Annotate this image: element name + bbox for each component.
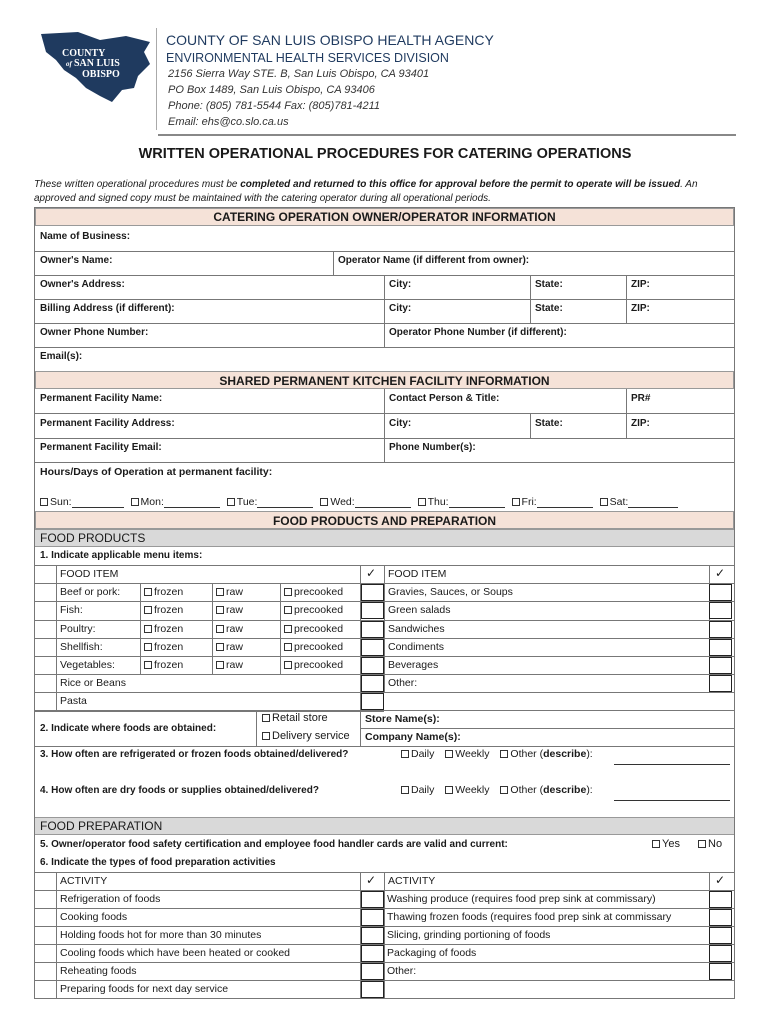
activity-checkbox[interactable] <box>361 891 384 908</box>
menu-item-checkbox-right[interactable] <box>709 639 732 656</box>
activity-checkbox-right[interactable] <box>709 963 732 980</box>
menu-item-checkbox[interactable] <box>361 602 384 619</box>
activity-name: Refrigeration of foods <box>60 893 161 905</box>
owner-state-label: State: <box>535 279 563 290</box>
activity-name: Cooling foods which have been heated or cooked <box>60 947 290 959</box>
facility-phones-label: Phone Number(s): <box>389 442 476 453</box>
raw-option[interactable]: raw <box>216 659 243 671</box>
billing-state-label: State: <box>535 303 563 314</box>
activity-name-right: Washing produce (requires food prep sink at commissary) <box>387 893 656 905</box>
logo-of: of <box>66 60 72 68</box>
menu-item-name: Vegetables: <box>60 659 115 671</box>
food-prep-heading: FOOD PREPARATION <box>40 819 163 833</box>
menu-item-name: Poultry: <box>60 622 96 635</box>
pobox-line: PO Box 1489, San Luis Obispo, CA 93406 <box>168 84 375 96</box>
frozen-option[interactable]: frozen <box>144 604 183 616</box>
delivery-service-option[interactable]: Delivery service <box>262 730 350 742</box>
frozen-option[interactable]: frozen <box>144 659 183 671</box>
q4-other[interactable]: Other (describe): <box>500 784 592 796</box>
menu-item-name-right: Green salads <box>388 604 451 617</box>
activity-name-right: Slicing, grinding portioning of foods <box>387 929 551 941</box>
activity-name: Cooking foods <box>60 911 128 923</box>
raw-option[interactable]: raw <box>216 604 243 616</box>
activity-check-header-right: ✓ <box>715 873 726 887</box>
q3-weekly[interactable]: Weekly <box>445 748 489 760</box>
menu-item-name: Rice or Beans <box>60 677 126 690</box>
precooked-option[interactable]: precooked <box>284 623 343 635</box>
phone-line: Phone: (805) 781-5544 Fax: (805)781-4211 <box>168 100 380 112</box>
checkbox-icon <box>284 588 292 596</box>
operator-name-label: Operator Name (if different from owner): <box>338 255 530 266</box>
checkbox-icon <box>284 625 292 633</box>
check-header-right: ✓ <box>715 566 726 580</box>
checkbox-icon <box>144 606 152 614</box>
store-names-label: Store Name(s): <box>365 713 440 725</box>
q4-frequency <box>401 784 593 796</box>
emails-label: Email(s): <box>40 351 83 362</box>
activity-checkbox-right[interactable] <box>709 909 732 926</box>
q3-other[interactable]: Other (describe): <box>500 748 592 760</box>
activity-checkbox-right[interactable] <box>709 945 732 962</box>
contact-label: Contact Person & Title: <box>389 393 500 404</box>
logo-line3: OBISPO <box>82 69 120 80</box>
activity-header-right: ACTIVITY <box>388 875 436 887</box>
menu-item-checkbox-right[interactable] <box>709 602 732 619</box>
q5-yes[interactable]: Yes <box>652 838 680 850</box>
facility-state-label: State: <box>535 418 563 429</box>
owner-address-label: Owner's Address: <box>40 279 125 290</box>
q5-no[interactable]: No <box>698 838 722 850</box>
raw-option[interactable]: raw <box>216 623 243 635</box>
precooked-option[interactable]: precooked <box>284 641 343 653</box>
activity-name: Reheating foods <box>60 965 137 977</box>
checkbox-icon <box>216 606 224 614</box>
checkbox-icon <box>216 588 224 596</box>
frozen-option[interactable]: frozen <box>144 641 183 653</box>
activity-checkbox[interactable] <box>361 963 384 980</box>
menu-item-checkbox[interactable] <box>361 621 384 638</box>
q2-label: 2. Indicate where foods are obtained: <box>40 723 217 734</box>
owner-name-label: Owner's Name: <box>40 255 113 266</box>
checkbox-icon <box>216 643 224 651</box>
activity-checkbox[interactable] <box>361 927 384 944</box>
facility-zip-label: ZIP: <box>631 418 650 429</box>
billing-address-label: Billing Address (if different): <box>40 303 175 314</box>
logo-line1: COUNTY <box>62 48 106 59</box>
checkbox-icon <box>284 661 292 669</box>
menu-item-checkbox[interactable] <box>361 584 384 601</box>
activity-name-right: Thawing frozen foods (requires food prep sink at commissary <box>387 911 672 923</box>
activity-header-left: ACTIVITY <box>60 875 108 887</box>
day-sun[interactable]: Sun: <box>40 496 124 508</box>
raw-option[interactable]: raw <box>216 641 243 653</box>
menu-item-name-right: Other: <box>388 677 418 690</box>
menu-item-name-right: Condiments <box>388 640 445 653</box>
billing-city-label: City: <box>389 303 412 314</box>
company-names-label: Company Name(s): <box>365 731 461 743</box>
day-wed[interactable]: Wed: <box>320 496 410 508</box>
intro-paragraph <box>34 178 734 206</box>
menu-item-name: Beef or pork: <box>60 586 121 599</box>
q5-label: 5. Owner/operator food safety certification and employee food handler cards are valid and current: <box>40 839 508 850</box>
agency-name: COUNTY OF SAN LUIS OBISPO HEALTH AGENCY <box>166 32 494 48</box>
logo-line2: SAN LUIS <box>74 58 120 69</box>
food-section-heading: FOOD PRODUCTS AND PREPARATION <box>35 511 734 529</box>
menu-item-checkbox-right[interactable] <box>709 657 732 674</box>
activity-checkbox[interactable] <box>361 981 384 998</box>
checkbox-icon <box>144 625 152 633</box>
intro-part3: . An approved and signed copy must be maintained with the catering operator during all operational periods. <box>34 179 698 204</box>
q3-frequency <box>401 748 593 760</box>
frozen-option[interactable]: frozen <box>144 586 183 598</box>
pr-label: PR# <box>631 393 651 404</box>
q4-label: 4. How often are dry foods or supplies obtained/delivered? <box>40 785 319 796</box>
activity-name: Holding foods hot for more than 30 minutes <box>60 929 262 941</box>
day-fri[interactable]: Fri: <box>512 496 593 508</box>
menu-item-name-right: Gravies, Sauces, or Soups <box>388 586 513 599</box>
days-row <box>40 496 732 508</box>
q3-label: 3. How often are refrigerated or frozen foods obtained/delivered? <box>40 749 349 760</box>
activity-name-right: Packaging of foods <box>387 947 477 959</box>
food-item-header-left: FOOD ITEM <box>60 568 119 580</box>
checkbox-icon <box>144 661 152 669</box>
menu-item-name: Fish: <box>60 604 83 617</box>
checkbox-icon <box>216 661 224 669</box>
checkbox-icon <box>284 606 292 614</box>
email-line: Email: ehs@co.slo.ca.us <box>168 116 289 128</box>
page-title: WRITTEN OPERATIONAL PROCEDURES FOR CATERING OPERATIONS <box>138 146 632 162</box>
day-sat[interactable]: Sat: <box>600 496 679 508</box>
food-products-heading: FOOD PRODUCTS <box>40 531 146 545</box>
menu-item-name-right: Sandwiches <box>388 622 445 635</box>
menu-item-name-right: Beverages <box>388 659 439 671</box>
facility-city-label: City: <box>389 418 412 429</box>
address-line: 2156 Sierra Way STE. B, San Luis Obispo, CA 93401 <box>168 68 430 80</box>
day-tue[interactable]: Tue: <box>227 496 314 508</box>
checkbox-icon <box>144 643 152 651</box>
activity-checkbox[interactable] <box>361 909 384 926</box>
menu-item-checkbox[interactable] <box>361 639 384 656</box>
menu-item-checkbox-right[interactable] <box>709 584 732 601</box>
activity-checkbox-right[interactable] <box>709 891 732 908</box>
q1-label: 1. Indicate applicable menu items: <box>40 550 203 561</box>
check-header-left: ✓ <box>366 566 377 580</box>
precooked-option[interactable]: precooked <box>284 659 343 671</box>
menu-item-checkbox[interactable] <box>361 675 384 692</box>
day-mon[interactable]: Mon: <box>131 496 220 508</box>
facility-name-label: Permanent Facility Name: <box>40 393 163 404</box>
owner-zip-label: ZIP: <box>631 279 650 290</box>
intro-part2: completed and returned to this office for approval before the permit to operate will be issued <box>240 179 681 190</box>
facility-address-label: Permanent Facility Address: <box>40 418 175 429</box>
frozen-option[interactable]: frozen <box>144 623 183 635</box>
q4-daily[interactable]: Daily <box>401 784 434 796</box>
menu-item-checkbox[interactable] <box>361 693 384 710</box>
business-label: Name of Business: <box>40 231 131 242</box>
checkbox-icon <box>284 643 292 651</box>
retail-store-option[interactable]: Retail store <box>262 712 328 724</box>
day-thu[interactable]: Thu: <box>418 496 505 508</box>
owner-phone-label: Owner Phone Number: <box>40 327 149 338</box>
owner-section-heading: CATERING OPERATION OWNER/OPERATOR INFORMATION <box>35 208 734 226</box>
operator-phone-label: Operator Phone Number (if different): <box>389 327 567 338</box>
hours-label: Hours/Days of Operation at permanent facility: <box>40 466 273 478</box>
intro-part1: These written operational procedures must be <box>34 179 241 190</box>
q4-weekly[interactable]: Weekly <box>445 784 489 796</box>
activity-check-header-left: ✓ <box>366 873 377 887</box>
menu-item-checkbox-right[interactable] <box>709 621 732 638</box>
menu-item-name: Pasta <box>60 695 87 708</box>
division-name: ENVIRONMENTAL HEALTH SERVICES DIVISION <box>166 51 449 65</box>
precooked-option[interactable]: precooked <box>284 604 343 616</box>
q6-label: 6. Indicate the types of food preparation activities <box>40 857 276 868</box>
food-item-header-right: FOOD ITEM <box>388 568 447 580</box>
county-logo <box>38 30 153 105</box>
q3-daily[interactable]: Daily <box>401 748 434 760</box>
owner-city-label: City: <box>389 279 412 290</box>
menu-item-name: Shellfish: <box>60 640 103 653</box>
menu-item-checkbox-right[interactable] <box>709 675 732 692</box>
checkbox-icon <box>144 588 152 596</box>
checkbox-icon <box>216 625 224 633</box>
precooked-option[interactable]: precooked <box>284 586 343 598</box>
facility-email-label: Permanent Facility Email: <box>40 442 162 453</box>
activity-checkbox[interactable] <box>361 945 384 962</box>
billing-zip-label: ZIP: <box>631 303 650 314</box>
activity-name-right: Other: <box>387 965 417 977</box>
menu-item-checkbox[interactable] <box>361 657 384 674</box>
facility-section-heading: SHARED PERMANENT KITCHEN FACILITY INFORMATION <box>35 371 734 389</box>
activity-name: Preparing foods for next day service <box>60 983 229 995</box>
activity-checkbox-right[interactable] <box>709 927 732 944</box>
raw-option[interactable]: raw <box>216 586 243 598</box>
